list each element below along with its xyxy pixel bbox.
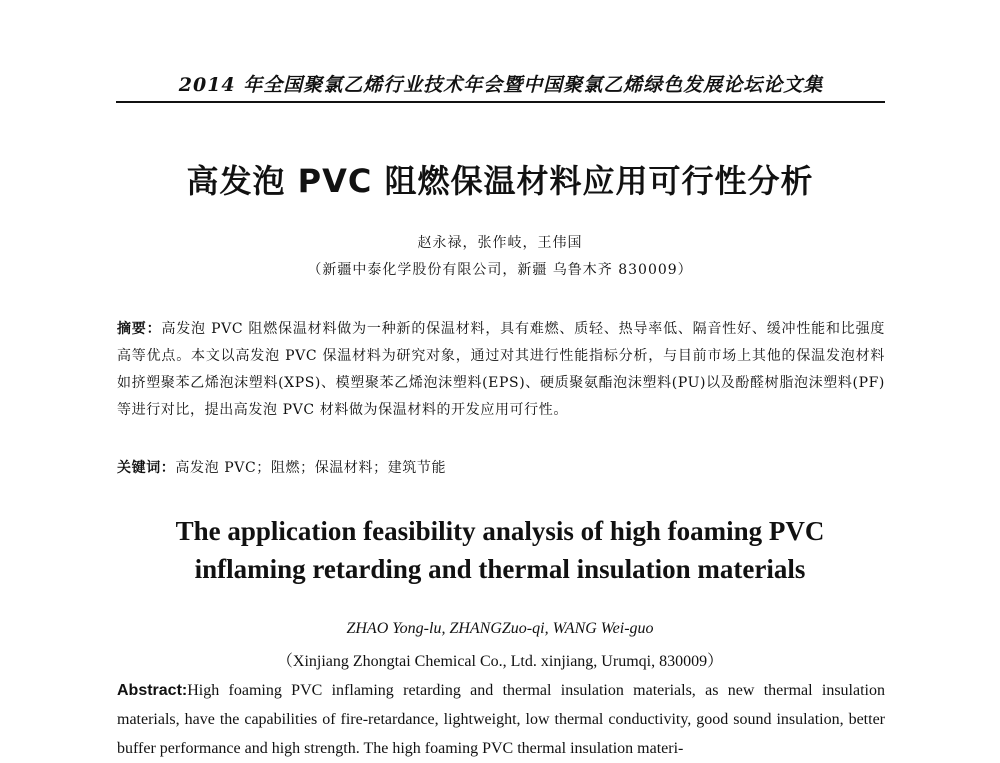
chinese-title: 高发泡 PVC 阻燃保温材料应用可行性分析 bbox=[186, 162, 814, 200]
chinese-abstract-text: 高发泡 PVC 阻燃保温材料做为一种新的保温材料，具有难燃、质轻、热导率低、隔音性好、缓冲性能和比强度高等优点。本文以高发泡 PVC 保温材料为研究对象，通过对其进行性能指标分析，与目前市场上其他的保温发泡材料如挤塑聚苯乙烯泡沫塑料(XPS)、模塑聚苯乙烯泡沫塑料(EPS)、硬质聚氨酯泡沫塑料(PU)以及酚醛树脂泡沫塑料(PF)等进行对比，提出高发泡 PVC 材料做为保温材料的开发应用可行性。 bbox=[117, 321, 885, 418]
chinese-affiliation: （新疆中泰化学股份有限公司，新疆 乌鲁木齐 830009） bbox=[307, 262, 693, 278]
chinese-abstract-label: 摘要： bbox=[117, 321, 162, 337]
chinese-abstract bbox=[117, 316, 885, 424]
english-abstract-label: Abstract: bbox=[117, 682, 188, 699]
english-title-line-1: The application feasibility analysis of high foaming PVC bbox=[175, 516, 825, 546]
chinese-keywords bbox=[117, 455, 885, 482]
chinese-authors: 赵永禄，张作岐，王伟国 bbox=[417, 235, 583, 251]
running-header: 2014 年全国聚氯乙烯行业技术年会暨中国聚氯乙烯绿色发展论坛论文集 bbox=[178, 74, 824, 96]
english-authors: ZHAO Yong-lu, ZHANGZuo-qi, WANG Wei-guo bbox=[346, 620, 654, 637]
chinese-keywords-label: 关键词： bbox=[117, 460, 176, 476]
header-rule bbox=[116, 101, 885, 103]
english-title-line-2: inflaming retarding and thermal insulation materials bbox=[194, 554, 806, 584]
english-abstract bbox=[117, 676, 885, 763]
english-title bbox=[0, 512, 1000, 588]
english-abstract-text: High foaming PVC inflaming retarding and thermal insulation materials, as new thermal insulation materials, have the capabilities of fire-retardance, lightweight, low thermal conductivity, good sound insulation, better buffer performance and high strength. The high foaming PVC thermal insulation materi- bbox=[117, 682, 885, 757]
chinese-keywords-text: 高发泡 PVC；阻燃；保温材料；建筑节能 bbox=[175, 460, 447, 476]
english-affiliation: （Xinjiang Zhongtai Chemical Co., Ltd. xinjiang, Urumqi, 830009） bbox=[276, 653, 724, 670]
